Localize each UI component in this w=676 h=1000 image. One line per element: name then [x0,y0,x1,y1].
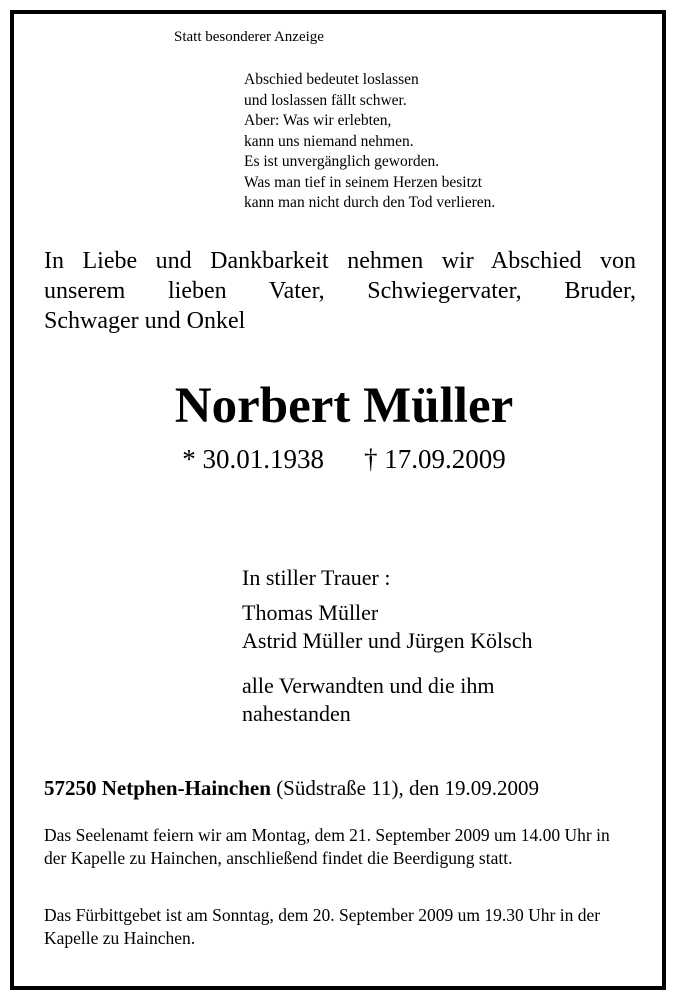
poem-line: Aber: Was wir erlebten, [244,112,392,129]
location-address-date: (Südstraße 11), den 19.09.2009 [270,776,540,800]
death-date: † 17.09.2009 [364,444,506,474]
poem-line: Abschied bedeutet loslassen [244,71,419,88]
intro-line: unserem lieben Vater, Schwiegervater, Bruder, [44,278,636,304]
poem [244,70,495,214]
header-note: Statt besonderer Anzeige [174,29,324,45]
life-dates [14,442,674,476]
obituary-frame [10,10,666,990]
service-paragraph-requiem: Das Seelenamt feiern wir am Montag, dem 21. September 2009 um 14.00 Uhr in der Kapelle zu Hainchen, anschließend findet die Beerdigung statt. [44,825,610,868]
intro-text [44,246,636,336]
poem-line: Es ist unvergänglich geworden. [244,153,440,170]
mourner-name: Thomas Müller [242,600,379,625]
mourners-others [242,672,495,728]
poem-line: und loslassen fällt schwer. [244,91,407,109]
poem-line: kann man nicht durch den Tod verlieren. [244,194,496,211]
intro-line: Schwager und Onkel [44,308,246,334]
intro-line: In Liebe und Dankbarkeit nehmen wir Abschied von [44,248,636,274]
mourners-others-line: alle Verwandten und die ihm [242,673,495,698]
location-line [44,774,539,802]
service-paragraph-prayer: Das Fürbittgebet ist am Sonntag, dem 20. September 2009 um 19.30 Uhr in der Kapelle zu Hainchen. [44,905,601,948]
mourners-others-line: nahestanden [242,701,351,726]
location-place: 57250 Netphen-Hainchen [44,776,271,800]
deceased-name: Norbert Müller [174,378,514,434]
birth-date: * 30.01.1938 [182,444,324,474]
mourners-heading: In stiller Trauer : [242,565,391,590]
poem-line: kann uns niemand nehmen. [244,132,414,150]
poem-line: Was man tief in seinem Herzen besitzt [244,173,483,191]
mourner-name: Astrid Müller und Jürgen Kölsch [242,628,533,653]
mourners-names [242,599,532,655]
